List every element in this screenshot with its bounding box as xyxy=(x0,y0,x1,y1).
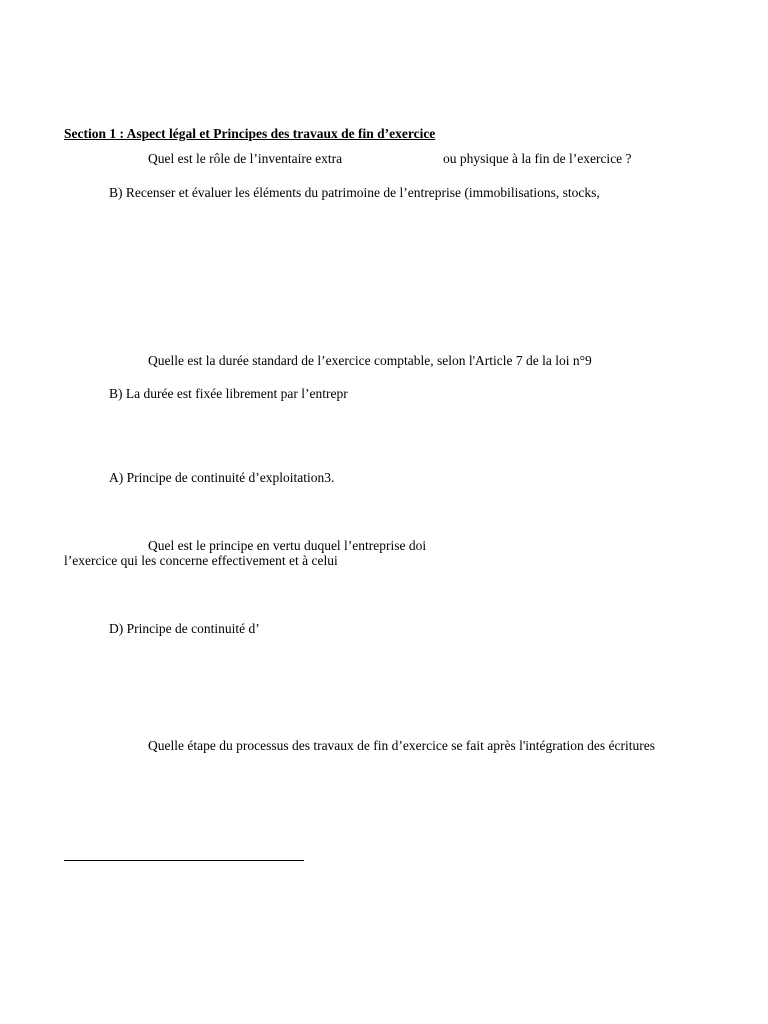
answer-1-text: B) Recenser et évaluer les éléments du patrimoine de l’entreprise (immobilisations, stocks, xyxy=(109,185,600,200)
answer-2-text: B) La durée est fixée librement par l’entrepr xyxy=(109,386,348,401)
question-2-text: Quelle est la durée standard de l’exercice comptable, selon l'Article 7 de la loi n°9 xyxy=(148,353,592,368)
section-heading: Section 1 : Aspect légal et Principes des travaux de fin d’exercice xyxy=(64,126,436,141)
question-4-text-line2: l’exercice qui les concerne effectivement et à celui xyxy=(64,553,338,568)
answer-3-text: A) Principe de continuité d’exploitation3. xyxy=(109,470,335,485)
question-1-text-part2: ou physique à la fin de l’exercice ? xyxy=(443,151,632,166)
question-1-text-part1: Quel est le rôle de l’inventaire extra xyxy=(148,151,343,166)
question-4-text-line1: Quel est le principe en vertu duquel l’entreprise doi xyxy=(148,538,427,553)
question-5-text: Quelle étape du processus des travaux de fin d’exercice se fait après l'intégration des écritures xyxy=(148,738,655,753)
footnote-separator xyxy=(64,860,304,861)
answer-4-text: D) Principe de continuité d’ xyxy=(109,621,260,636)
